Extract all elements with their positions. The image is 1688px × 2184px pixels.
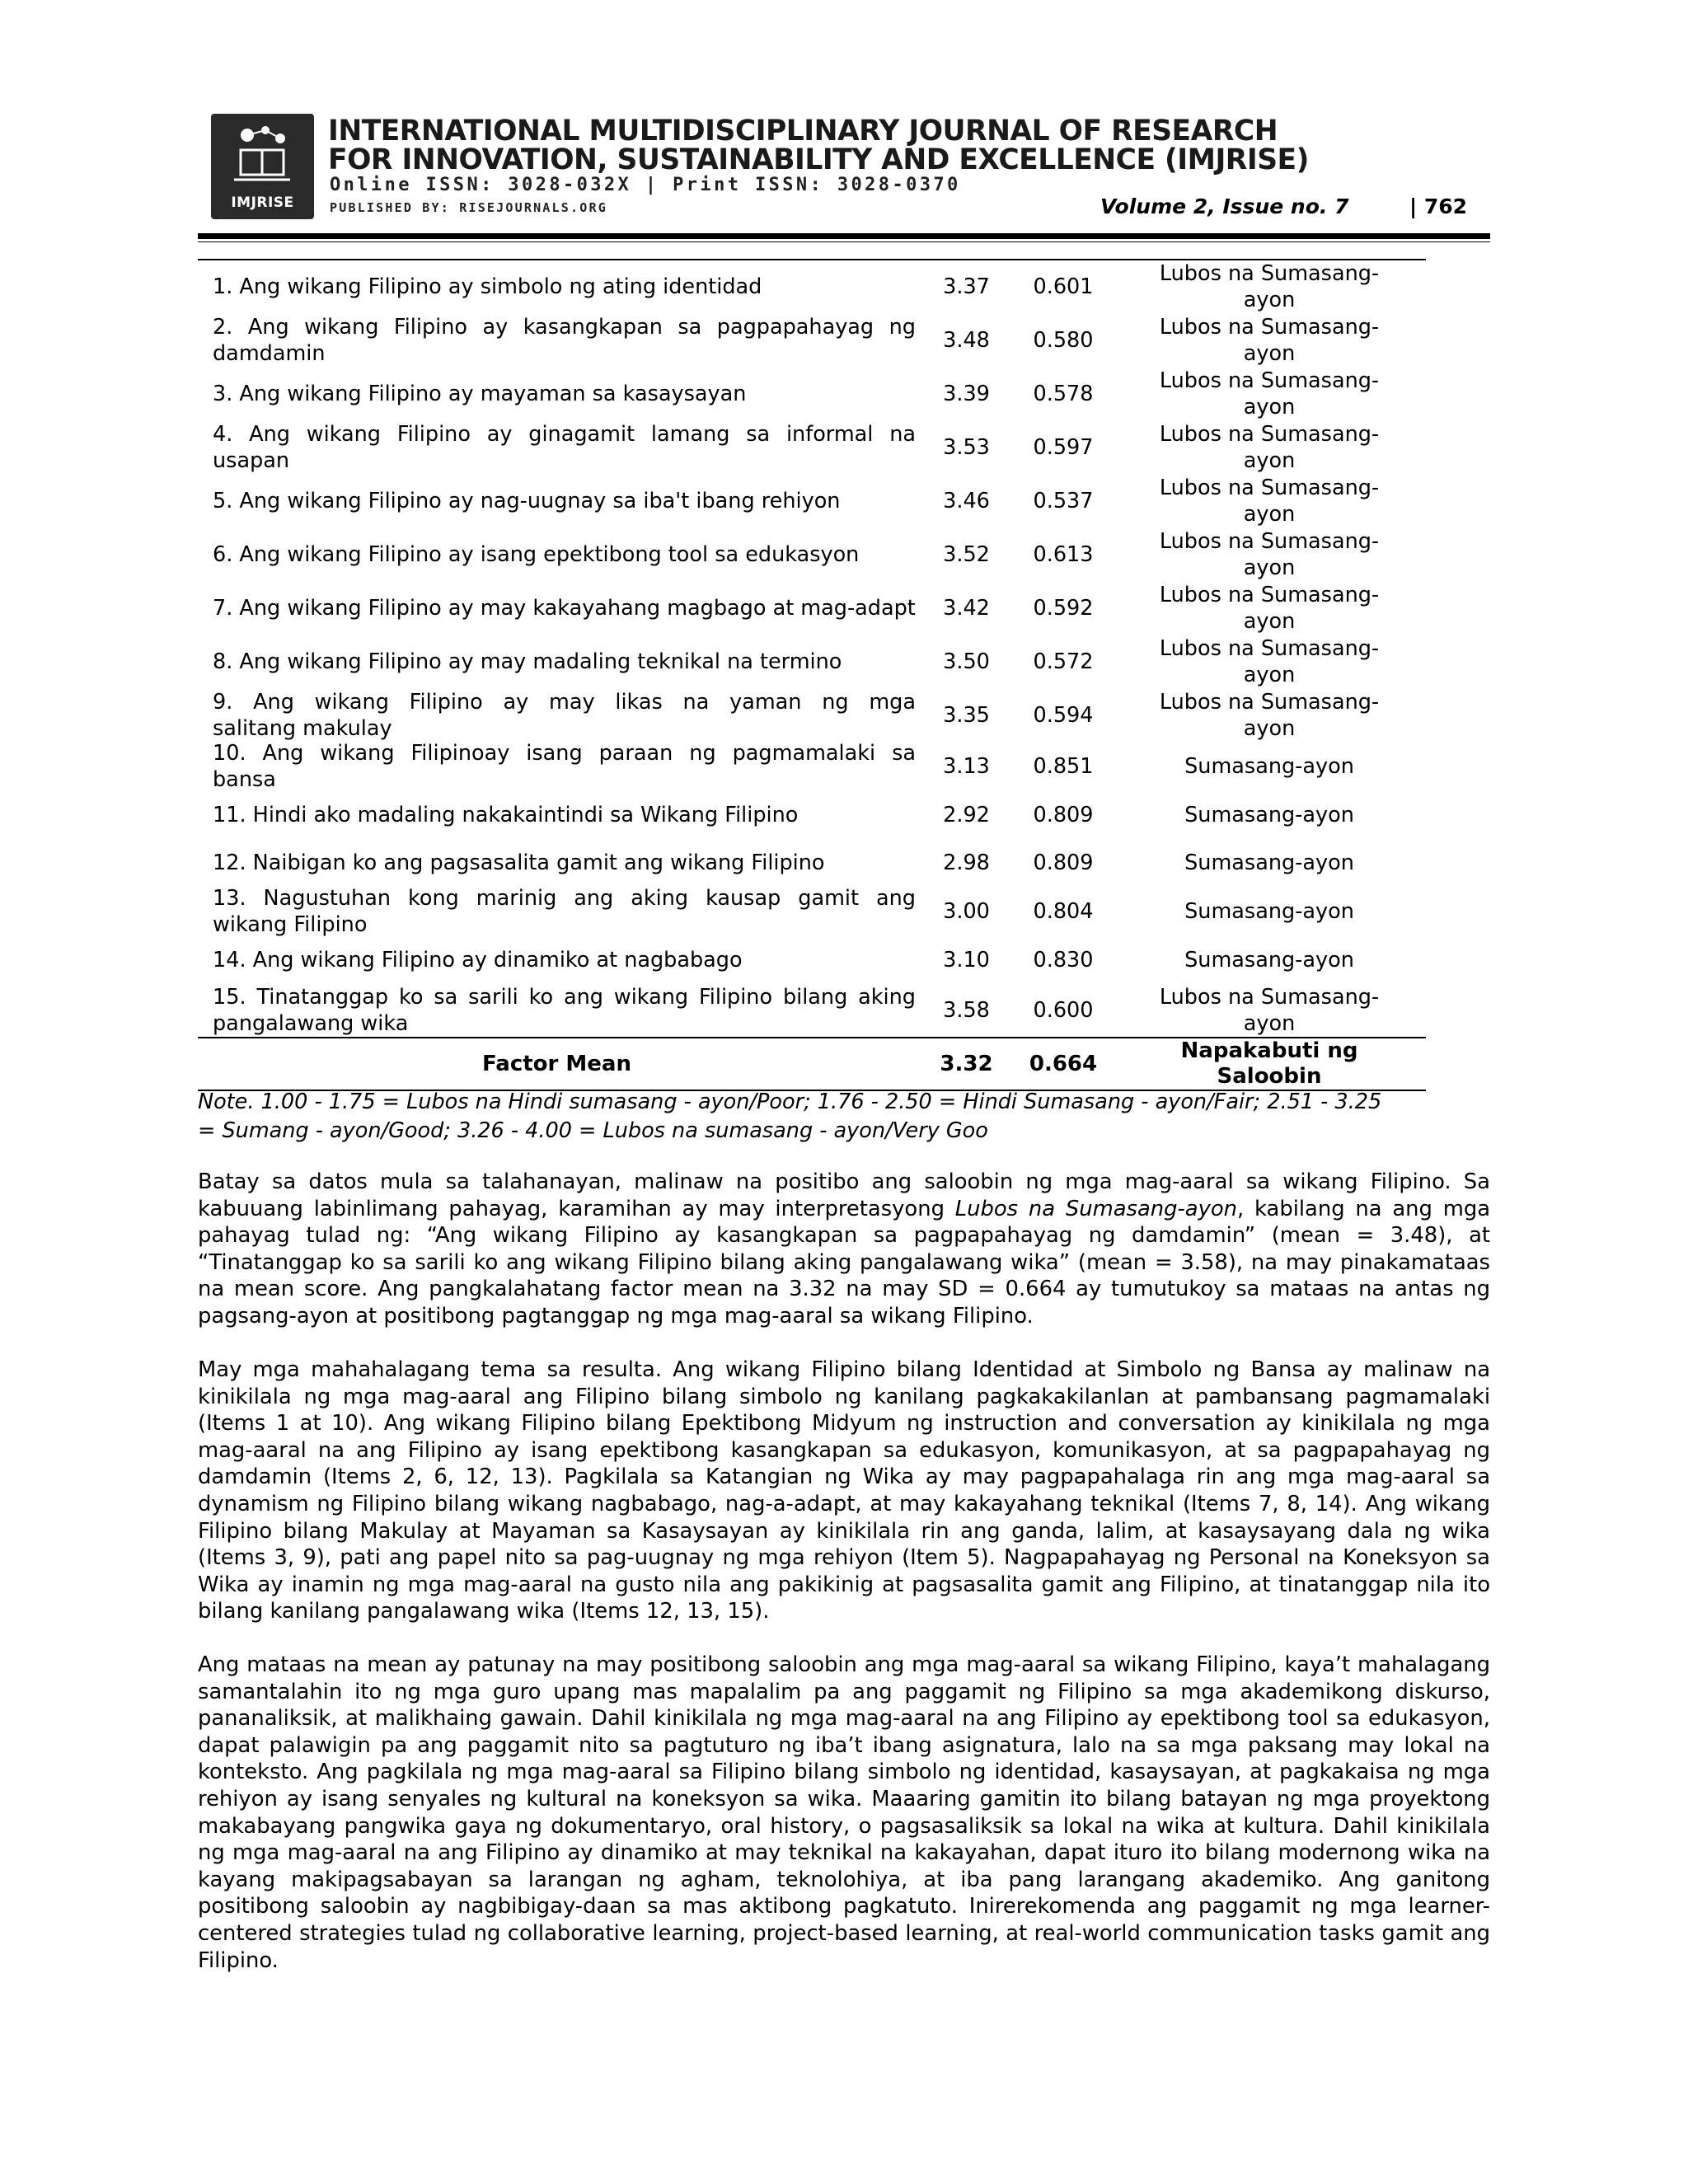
item-statement-line-1: 12. Naibigan ko ang pagsasalita gamit ang wikang Filipino [213,851,825,875]
item-sd: 0.537 [1033,488,1094,513]
item-statement-line-2: damdamin [213,340,326,366]
item-sd: 0.592 [1033,595,1094,621]
item-interpretation-line-1: Sumasang-ayon [1184,802,1354,827]
item-sd: 0.851 [1033,753,1094,779]
item-statement-line-1: 9. Ang wikang Filipino ay may likas na yaman ng mga [213,689,916,715]
factor-interpretation-line-2: Saloobin [1217,1064,1322,1089]
table-row [198,313,1426,367]
logo-text: IMJRISE [231,194,294,211]
table-row [198,839,1426,887]
table-note [198,1088,1490,1146]
item-statement-line-1: 1. Ang wikang Filipino ay simbolo ng ating identidad [213,274,762,299]
item-interpretation-line-2: ayon [1243,1011,1296,1036]
factor-sd: 0.664 [1029,1052,1098,1076]
item-interpretation-line-1: Lubos na Sumasang- [1159,689,1380,715]
item-statement [198,649,919,675]
item-statement [198,740,919,793]
item-interpretation [1113,850,1426,876]
item-interpretation-line-1: Lubos na Sumasang- [1159,475,1380,500]
item-statement [198,541,919,568]
volume-issue: Volume 2, Issue no. 7 [1100,194,1349,218]
item-mean: 3.13 [943,753,990,779]
item-interpretation [1113,475,1426,527]
table-note-line-2: = Sumang - ayon/Good; 3.26 - 4.00 = Lubos na sumasang - ayon/Very Goo [198,1118,988,1143]
item-sd: 0.597 [1033,434,1094,460]
item-statement-line-2: bansa [213,766,276,792]
item-mean: 3.37 [943,274,990,299]
factor-interpretation-line-1: Napakabuti ng [1180,1038,1358,1063]
item-statement-line-1: 6. Ang wikang Filipino ay isang epektibong tool sa edukasyon [213,541,860,567]
item-interpretation [1113,260,1426,313]
item-statement [198,595,919,621]
item-mean: 2.92 [943,802,990,827]
table-row [198,581,1426,635]
item-interpretation [1113,947,1426,973]
factor-interpretation [1113,1038,1426,1090]
table-row [198,984,1426,1037]
item-mean: 3.50 [943,649,990,674]
table-note-line-1: Note. 1.00 - 1.75 = Lubos na Hindi sumasang - ayon/Poor; 1.76 - 2.50 = Hindi Sumasang - ayon/Fair; 2.51 - 3.25 [198,1090,1382,1114]
factor-label: Factor Mean [482,1052,631,1076]
item-interpretation-line-1: Lubos na Sumasang- [1159,528,1380,554]
item-statement-line-1: 5. Ang wikang Filipino ay nag-uugnay sa iba't ibang rehiyon [213,488,841,513]
factor-mean-row [198,1037,1426,1091]
item-statement-line-1: 15. Tinatanggap ko sa sarili ko ang wikang Filipino bilang aking [213,985,916,1010]
page-number: | 762 [1409,194,1468,218]
item-mean: 3.42 [943,595,990,621]
item-interpretation-line-1: Lubos na Sumasang- [1159,421,1380,447]
item-statement [198,421,919,474]
paragraph-1-text-a: Batay sa datos mula sa talahanayan, malinaw na positibo ang saloobin ng mga mag-aaral sa wikang Filipino. Sa kabuuang labinlimang pahayag, karamihan ay may interpretasyong [198,1169,1490,1221]
item-interpretation [1113,635,1426,688]
item-interpretation-line-2: ayon [1243,448,1296,473]
item-statement [198,488,919,514]
table-row [198,527,1426,581]
item-sd: 0.580 [1033,327,1094,353]
item-interpretation-line-1: Lubos na Sumasang- [1159,985,1380,1010]
table-row [198,688,1426,742]
item-statement [198,314,919,367]
item-sd: 0.613 [1033,541,1094,567]
item-statement [198,274,919,300]
item-statement-line-1: 11. Hindi ako madaling nakakaintindi sa Wikang Filipino [213,802,799,827]
item-interpretation [1113,582,1426,635]
table-row [198,635,1426,688]
item-interpretation [1113,753,1426,780]
item-statement-line-1: 14. Ang wikang Filipino ay dinamiko at nagbabago [213,948,743,972]
item-sd: 0.578 [1033,381,1094,406]
item-mean: 3.10 [943,948,990,972]
item-mean: 3.53 [943,434,990,460]
item-interpretation-line-2: ayon [1243,555,1296,580]
item-sd: 0.600 [1033,998,1094,1023]
item-statement [198,381,919,407]
item-statement [198,689,919,742]
item-interpretation [1113,689,1426,742]
item-statement-line-1: 2. Ang wikang Filipino ay kasangkapan sa pagpapahayag ng [213,314,916,340]
item-mean: 3.58 [943,998,990,1023]
item-interpretation-line-1: Lubos na Sumasang- [1159,314,1380,340]
item-interpretation [1113,898,1426,925]
item-interpretation-line-2: ayon [1243,662,1296,687]
journal-issn: Online ISSN: 3028-032X | Print ISSN: 3028-0370 [330,175,961,195]
table-row [198,260,1426,313]
item-interpretation [1113,802,1426,828]
item-statement-line-1: 13. Nagustuhan kong marinig ang aking kausap gamit ang [213,886,916,911]
item-interpretation [1113,528,1426,581]
item-interpretation [1113,368,1426,420]
item-sd: 0.594 [1033,702,1094,728]
journal-logo [211,114,314,219]
item-statement [198,947,919,973]
item-mean: 3.39 [943,381,990,406]
table-row [198,742,1426,790]
item-interpretation [1113,421,1426,474]
item-interpretation-line-2: ayon [1243,608,1296,634]
item-interpretation-line-1: Lubos na Sumasang- [1159,261,1380,286]
item-interpretation-line-2: ayon [1243,288,1296,312]
paragraph-1 [198,1169,1490,1330]
item-sd: 0.572 [1033,649,1094,674]
item-statement [198,984,919,1037]
item-sd: 0.809 [1033,851,1094,875]
item-interpretation-line-1: Sumasang-ayon [1184,851,1354,875]
table-row [198,367,1426,420]
item-interpretation-line-2: ayon [1243,715,1296,741]
item-statement-line-1: 8. Ang wikang Filipino ay may madaling teknikal na termino [213,649,842,674]
item-mean: 3.00 [943,899,990,924]
journal-publisher: PUBLISHED BY: RISEJOURNALS.ORG [330,200,607,215]
item-statement-line-1: 7. Ang wikang Filipino ay may kakayahang magbago at mag-adapt [213,595,916,621]
item-statement-line-1: 3. Ang wikang Filipino ay mayaman sa kasaysayan [213,381,747,406]
item-statement-line-1: 10. Ang wikang Filipinoay isang paraan ng pagmamalaki sa [213,740,916,766]
paragraph-2: May mga mahahalagang tema sa resulta. Ang wikang Filipino bilang Identidad at Simbolo ng Bansa ay malinaw na kinikilala ng mga mag-aaral ang Filipino bilang simbolo ng kanilang pagkakakilanlan at pambansang pagmamalaki (Items 1 at 10). Ang wikang Filipino bilang Epektibong Midyum ng instruction and conversation ay kinikilala ng mga mag-aaral na ang Filipino ay isang epektibong kasangkapan sa edukasyon, komunikasyon, at sa pagpapahayag ng damdamin (Items 2, 6, 12, 13). Pagkilala sa Katangian ng Wika ay may pagpapahalaga rin ang mga mag-aaral sa dynamism ng Filipino bilang wikang nagbabago, nag-a-adapt, at may kakayahang teknikal (Items 7, 8, 14). Ang wikang Filipino bilang Makulay at Mayaman sa Kasaysayan ay kinikilala rin ang ganda, lalim, at kasaysayang dala ng wika (Items 3, 9), pati ang papel nito sa pag-uugnay ng mga rehiyon (Item 5). Nagpapahayag ng Personal na Koneksyon sa Wika ay inamin ng mga mag-aaral na gusto nila ang pakikinig at pagsasalita gamit ang Filipino, at tinatanggap nila ito bilang kanilang pangalawang wika (Items 12, 13, 15). [198,1357,1490,1624]
item-interpretation [1113,314,1426,367]
table-body [198,260,1426,1037]
item-sd: 0.601 [1033,274,1094,299]
item-interpretation-line-2: ayon [1243,501,1296,527]
item-interpretation-line-1: Sumasang-ayon [1184,753,1354,779]
item-mean: 3.52 [943,541,990,567]
item-mean: 3.46 [943,488,990,513]
paragraph-1-text-b: , kabilang na ang mga pahayag tulad ng: “Ang wikang Filipino ay kasangkapan sa pagpapahayag ng damdamin” (mean = 3.48), at “Tinatanggap ko sa sarili ko ang wikang Filipino bilang aking pangalawang wika” (mean = 3.58), na may pinakamataas na mean score. Ang pangkalahatang factor mean na 3.32 na may SD = 0.664 ay tumutukoy sa mataas na antas ng pagsang-ayon at positibong pagtanggap ng mga mag-aaral sa wikang Filipino. [198,1196,1491,1329]
item-interpretation-line-1: Lubos na Sumasang- [1159,635,1380,661]
paragraph-3: Ang mataas na mean ay patunay na may positibong saloobin ang mga mag-aaral sa wikang Filipino, kaya’t mahalagang samantalahin ito ng mga guro upang mas mapalalim pa ang paggamit ng Filipino sa mga akademikong diskurso, pananaliksik, at malikhaing gawain. Dahil kinikilala ng mga mag-aaral na ang Filipino ay epektibong tool sa edukasyon, dapat palawigin pa ang paggamit nito sa pagtuturo ng iba’t ibang asignatura, lalo na sa mga paksang may lokal na konteksto. Ang pagkilala ng mga mag-aaral sa Filipino bilang simbolo ng identidad, kasaysayan, at pagkakaisa ng mga rehiyon ay isang senyales ng kultural na koneksyon sa wika. Maaaring gamitin ito bilang batayan ng mga proyektong makabayang pangwika gaya ng dokumentaryo, oral history, o pagsasaliksik sa lokal na wika at kultura. Dahil kinikilala ng mga mag-aaral na ang Filipino ay dinamiko at may teknikal na kakayahan, dapat ituro ito bilang modernong wika na kayang makipagsabayan sa larangan ng agham, teknolohiya, at iba pang larangang akademiko. Ang ganitong positibong saloobin ay nagbibigay-daan sa mas aktibong pagkatuto. Inirerekomenda ang paggamit ng mga learner-centered strategies tulad ng collaborative learning, project-based learning, at real-world communication tasks gamit ang Filipino. [198,1652,1490,1973]
item-interpretation-line-2: ayon [1243,394,1296,419]
item-interpretation [1113,984,1426,1037]
factor-mean: 3.32 [940,1052,993,1076]
item-sd: 0.830 [1033,948,1094,972]
table-row [198,420,1426,474]
item-statement-line-2: wikang Filipino [213,912,368,937]
journal-title-line-2: FOR INNOVATION, SUSTAINABILITY AND EXCELLENCE (IMJRISE) [328,143,1309,176]
item-mean: 2.98 [943,851,990,875]
item-statement-line-2: usapan [213,448,290,473]
item-statement [198,802,919,828]
paragraph-1-emphasis: Lubos na Sumasang-ayon [954,1196,1238,1221]
item-sd: 0.809 [1033,802,1094,827]
journal-title-line-1: INTERNATIONAL MULTIDISCIPLINARY JOURNAL OF RESEARCH [328,115,1278,148]
item-interpretation-line-1: Lubos na Sumasang- [1159,368,1380,393]
table-row [198,887,1426,936]
item-statement [198,885,919,938]
item-statement-line-2: salitang makulay [213,715,392,741]
item-interpretation-line-1: Sumasang-ayon [1184,899,1354,924]
item-interpretation-line-1: Lubos na Sumasang- [1159,582,1380,607]
item-statement-line-2: pangalawang wika [213,1011,409,1036]
table-row [198,474,1426,527]
logo-emblem-icon [223,122,302,185]
results-table [198,259,1426,1091]
item-mean: 3.35 [943,702,990,728]
item-statement [198,850,919,876]
item-interpretation-line-1: Sumasang-ayon [1184,948,1354,972]
item-mean: 3.48 [943,327,990,353]
header-rule-thick [198,233,1490,239]
item-statement-line-1: 4. Ang wikang Filipino ay ginagamit lamang sa informal na [213,421,916,447]
item-interpretation-line-2: ayon [1243,340,1296,366]
header-rule-thin [198,241,1490,242]
table-row [198,936,1426,984]
journal-title [328,117,1309,175]
table-row [198,790,1426,839]
item-sd: 0.804 [1033,899,1094,924]
